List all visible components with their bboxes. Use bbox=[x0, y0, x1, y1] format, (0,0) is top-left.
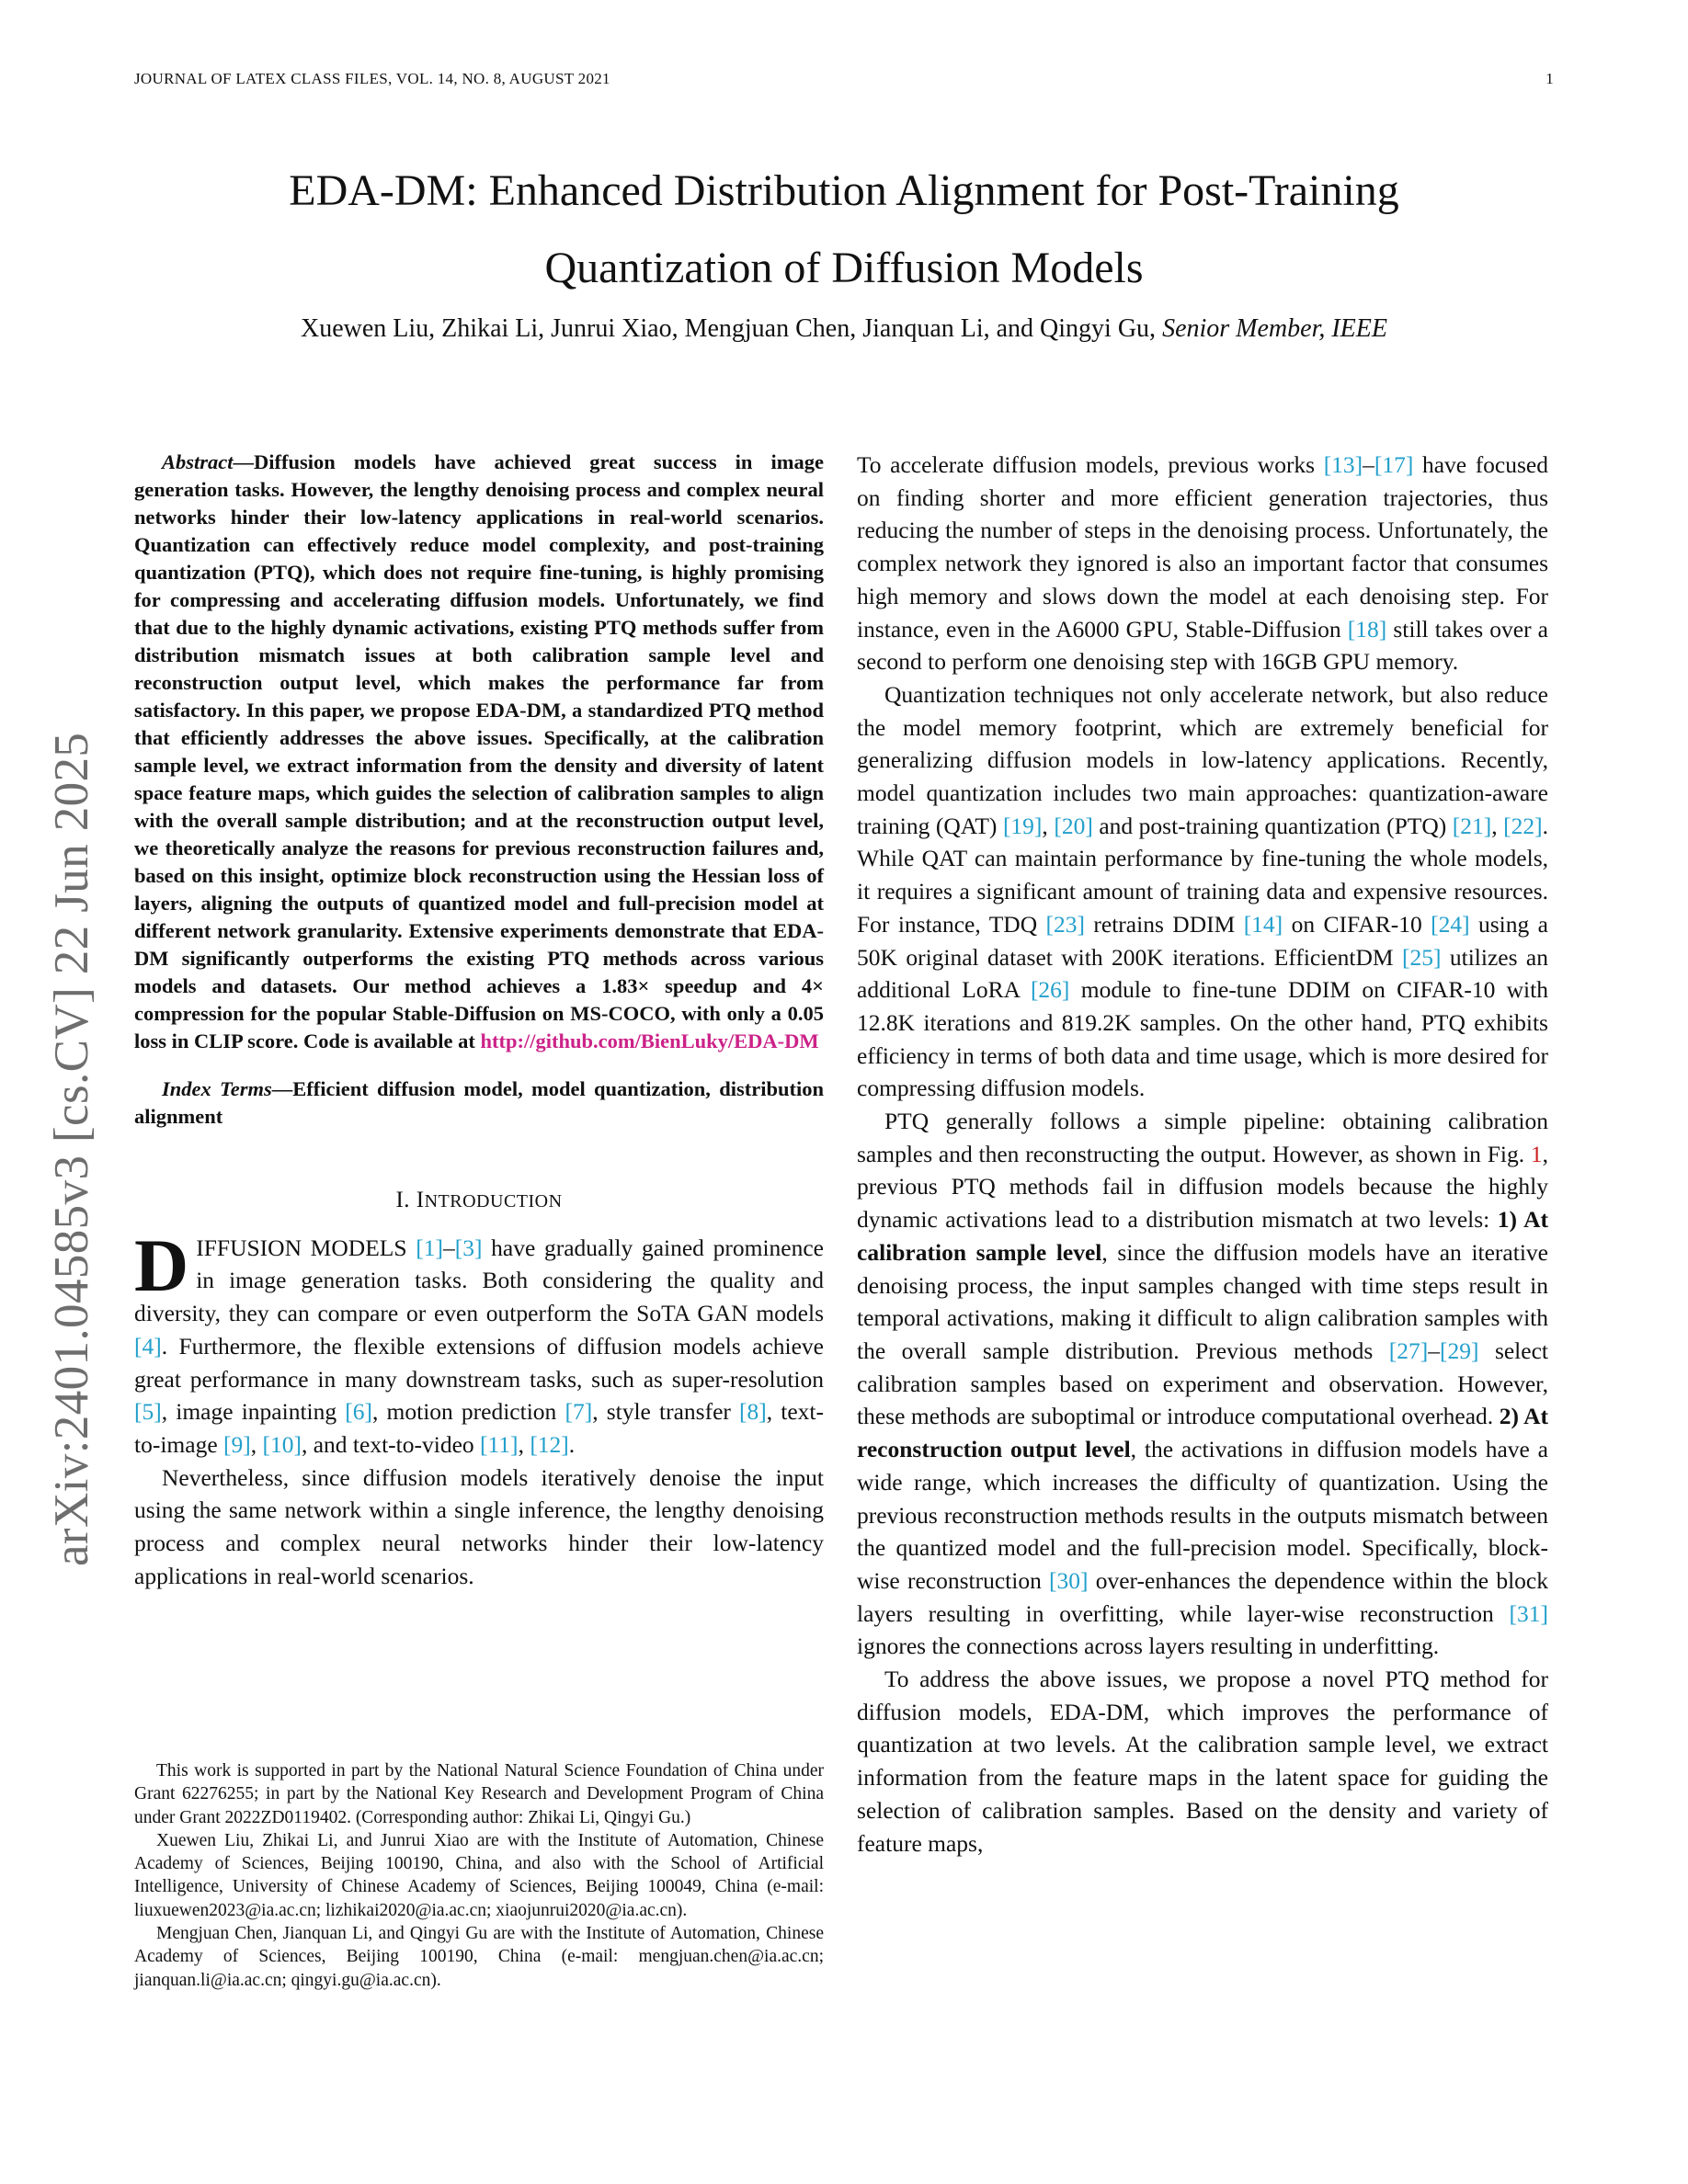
text-run: . Furthermore, the flexible extensions of diffusion models achieve great performance in many downstream tasks, such as super-resolution bbox=[134, 1332, 824, 1393]
text-run: – bbox=[1428, 1337, 1440, 1364]
text-run: , bbox=[1042, 812, 1055, 839]
citation[interactable]: [6] bbox=[345, 1398, 372, 1426]
figure-reference[interactable]: 1 bbox=[1530, 1140, 1543, 1167]
index-terms-text: —Efficient diffusion model, model quantization, distribution alignment bbox=[134, 1077, 825, 1128]
bold-run: 1) At calibration sample level bbox=[857, 1206, 1548, 1266]
text-run: , the activations in diffusion models have a wide range, which increases the difficulty of quantization. Using the previous reconstruction methods results in the outputs mismatch between the quantized model and the full-precision model. Specifically, block-wise reconstruction bbox=[857, 1436, 1548, 1594]
right-paragraph-2 bbox=[857, 678, 1548, 1105]
citation[interactable]: [23] bbox=[1045, 910, 1085, 938]
section-title-first: I bbox=[416, 1188, 425, 1212]
text-run: select calibration samples based on experiment and observation. However, these methods are suboptimal or introduce computational overhead. bbox=[857, 1337, 1548, 1430]
text-run: To accelerate diffusion models, previous works bbox=[857, 451, 1324, 478]
text-run: . bbox=[568, 1430, 576, 1458]
text-run: , and text-to-video bbox=[301, 1430, 481, 1458]
bold-run: 2) At reconstruction output level bbox=[857, 1403, 1548, 1463]
citation[interactable]: [19] bbox=[1002, 812, 1043, 839]
intro-paragraph-2: Nevertheless, since diffusion models iteratively denoise the input using the same network within a single inference, the lengthy denoising process and complex neural networks hinder their low-latency applications in real-world scenarios. bbox=[134, 1463, 824, 1589]
text-run: , bbox=[250, 1430, 263, 1458]
abstract-label: Abstract bbox=[162, 450, 234, 473]
intro-paragraph-1 bbox=[134, 1223, 825, 1462]
section-numeral: I. bbox=[395, 1188, 411, 1212]
text-run: , previous PTQ methods fail in diffusion models because the highly dynamic activations lead to a distribution mismatch at two levels: bbox=[857, 1140, 1548, 1234]
text-run: , style transfer bbox=[592, 1398, 740, 1426]
citation[interactable]: [22] bbox=[1503, 812, 1543, 839]
text-run: using a 50K original dataset with 200K iterations. EfficientDM bbox=[857, 910, 1548, 971]
citation[interactable]: [13] bbox=[1323, 451, 1363, 478]
text-run: Quantization techniques not only accelerate network, but also reduce the model memory footprint, which are extremely beneficial for generalizing diffusion models in low-latency applications. Recently, model quantization includes two main approaches: quantization-aware training (QAT) bbox=[857, 680, 1548, 839]
author-membership: Senior Member, IEEE bbox=[1162, 314, 1387, 343]
footnote-funding: This work is supported in part by the National Natural Science Foundation of China under Grant 62276255; in part by the National Key Research and Development Program of China under Grant 2022ZD0119402. (Corresponding author: Zhikai Li, Qingyi Gu.) bbox=[134, 1761, 824, 1827]
running-head bbox=[134, 70, 1554, 88]
journal-header: JOURNAL OF LATEX CLASS FILES, VOL. 14, NO. 8, AUGUST 2021 bbox=[134, 70, 610, 87]
citation[interactable]: [29] bbox=[1439, 1337, 1479, 1364]
section-heading-introduction bbox=[134, 1184, 824, 1219]
citation[interactable]: [20] bbox=[1054, 812, 1093, 839]
text-run: , since the diffusion models have an iterative denoising process, the input samples changed with time steps result in temporal activations, making it difficult to align calibration samples with the overall sample distribution. Previous methods bbox=[857, 1238, 1548, 1364]
text-run: , bbox=[1491, 812, 1504, 839]
citation[interactable]: [18] bbox=[1347, 615, 1387, 643]
citation[interactable]: [4] bbox=[134, 1332, 162, 1359]
right-paragraph-3 bbox=[857, 1105, 1548, 1663]
citation[interactable]: [7] bbox=[565, 1398, 593, 1426]
citation[interactable]: [12] bbox=[530, 1430, 569, 1458]
text-run: and post-training quantization (PTQ) bbox=[1092, 812, 1453, 839]
footnote-affiliation-2: Mengjuan Chen, Jianquan Li, and Qingyi Gu are with the Institute of Automation, Chinese Academy of Sciences, Beijing 100190, China (e-mail: mengjuan.chen@ia.ac.cn; jianquan.li@ia.ac.cn; qingyi.gu@ia.ac.cn). bbox=[134, 1924, 824, 1990]
citation[interactable]: [3] bbox=[454, 1234, 483, 1261]
left-column bbox=[134, 449, 824, 1592]
author-list bbox=[0, 314, 1688, 344]
abstract bbox=[134, 449, 824, 1055]
index-terms-label: Index Terms bbox=[162, 1077, 272, 1100]
citation[interactable]: [26] bbox=[1030, 976, 1070, 1004]
text-run: still takes over a second to perform one denoising step with 16GB GPU memory. bbox=[857, 615, 1548, 676]
text-run: , image inpainting bbox=[161, 1398, 346, 1426]
arxiv-stamp: arXiv:2401.04585v3 [cs.CV] 22 Jun 2025 bbox=[45, 732, 98, 1566]
section-title-rest: NTRODUCTION bbox=[424, 1191, 563, 1211]
text-run: have gradually gained prominence in image generation tasks. Both considering the quality and diversity, they can compare or even outperform the SoTA GAN models bbox=[134, 1234, 824, 1327]
text-run: have focused on finding shorter and more efficient generation trajectories, thus reducing the number of steps in the denoising process. Unfortunately, the complex network they ignored is also an important factor that consumes high memory and slows down the model at each denoising step. For instance, even in the A6000 GPU, Stable-Diffusion bbox=[857, 451, 1548, 643]
code-link[interactable]: http://github.com/BienLuky/EDA-DM bbox=[480, 1029, 819, 1052]
citation[interactable]: [30] bbox=[1049, 1566, 1089, 1594]
text-run: ignores the connections across layers resulting in underfitting. bbox=[857, 1632, 1440, 1660]
text-run: utilizes an additional LoRA bbox=[857, 943, 1549, 1004]
right-column bbox=[857, 449, 1548, 1860]
abstract-text: —Diffusion models have achieved great success in image generation tasks. However, the lengthy denoising process and complex neural networks hinder their low-latency applications in real-world scenarios. Quantization can effectively reduce model complexity, and post-training quantization (PTQ), which does not require fine-tuning, is highly promising for compressing and accelerating diffusion models. Unfortunately, we find that due to the highly dynamic activations, existing PTQ methods suffer from distribution mismatch issues at both calibration sample level and reconstruction output level, which makes the performance far from satisfactory. In this paper, we propose EDA-DM, a standardized PTQ method that efficiently addresses the above issues. Specifically, at the calibration sample level, we extract information from the density and diversity of latent space feature maps, which guides the selection of calibration samples to align with the overall sample distribution; and at the reconstruction output level, we theoretically analyze the reasons for previous reconstruction failures and, based on this insight, optimize block reconstruction using the Hessian loss of layers, aligning the outputs of quantized model and full-precision model at different network granularity. Extensive experiments demonstrate that EDA-DM significantly outperforms the existing PTQ methods across various models and datasets. Our method achieves a 1.83× speedup and 4× compression for the popular Stable-Diffusion on MS-COCO, with only a 0.05 loss in CLIP score. Code is available at bbox=[134, 450, 824, 1052]
footnotes bbox=[134, 1759, 824, 1992]
citation[interactable]: [25] bbox=[1401, 943, 1442, 971]
text-run: module to fine-tune DDIM on CIFAR-10 with 12.8K iterations and 819.2K samples. On the other hand, PTQ exhibits efficiency in terms of both data and time usage, which is more desired for compressing diffusion models. bbox=[857, 976, 1548, 1102]
citation[interactable]: [27] bbox=[1388, 1337, 1429, 1364]
drop-cap: D bbox=[134, 1223, 189, 1307]
footnote-affiliation-1: Xuewen Liu, Zhikai Li, and Junrui Xiao are with the Institute of Automation, Chinese Academy of Sciences, Beijing 100190, China, and also with the School of Artificial Intelligence, University of Chinese Academy of Sciences, Beijing 100049, China (e-mail: liuxuewen2023@ia.ac.cn; lizhikai2020@ia.ac.cn; xiaojunrui2020@ia.ac.cn). bbox=[134, 1830, 824, 1920]
paper-title bbox=[0, 153, 1688, 307]
page-number: 1 bbox=[1545, 70, 1554, 87]
title-line-1: EDA-DM: Enhanced Distribution Alignment for Post-Training bbox=[289, 166, 1399, 215]
text-run: , motion prediction bbox=[372, 1398, 565, 1426]
citation[interactable]: [8] bbox=[739, 1398, 767, 1426]
text-run: over-enhances the dependence within the block layers resulting in overfitting, while layer-wise reconstruction bbox=[857, 1566, 1548, 1627]
right-paragraph-4: To address the above issues, we propose a novel PTQ method for diffusion models, EDA-DM, which improves the performance of quantization at two levels. At the calibration sample level, we extract information from the feature maps in the latent space for guiding the selection of calibration samples. Based on the density and variety of feature maps, bbox=[857, 1666, 1548, 1857]
citation[interactable]: [17] bbox=[1374, 451, 1414, 478]
citation[interactable]: [14] bbox=[1243, 910, 1283, 938]
text-run: , bbox=[518, 1430, 530, 1458]
right-paragraph-1 bbox=[857, 449, 1548, 678]
text-run: retrains DDIM bbox=[1085, 910, 1244, 938]
citation[interactable]: [9] bbox=[223, 1430, 251, 1458]
text-run: . While QAT can maintain performance by fine-tuning the whole models, it requires a significant amount of training data and expensive resources. For instance, TDQ bbox=[857, 812, 1549, 938]
authors: Xuewen Liu, Zhikai Li, Junrui Xiao, Mengjuan Chen, Jianquan Li, and Qingyi Gu, bbox=[301, 314, 1157, 343]
citation[interactable]: [1] bbox=[416, 1234, 443, 1261]
text-run: – bbox=[442, 1234, 455, 1261]
citation[interactable]: [11] bbox=[480, 1430, 519, 1458]
text-run: PTQ generally follows a simple pipeline: obtaining calibration samples and then reconstructing the output. However, as shown in Fig. bbox=[857, 1108, 1548, 1167]
citation[interactable]: [31] bbox=[1509, 1599, 1548, 1627]
title-line-2: Quantization of Diffusion Models bbox=[544, 244, 1144, 292]
text-run: – bbox=[1363, 451, 1374, 478]
citation[interactable]: [24] bbox=[1431, 910, 1470, 938]
citation[interactable]: [21] bbox=[1452, 812, 1492, 839]
text-run: , text-to-image bbox=[134, 1398, 825, 1458]
index-terms bbox=[134, 1075, 824, 1131]
citation[interactable]: [10] bbox=[262, 1430, 302, 1458]
intro-lead: IFFUSION MODELS bbox=[196, 1234, 407, 1261]
citation[interactable]: [5] bbox=[134, 1398, 162, 1426]
text-run: on CIFAR-10 bbox=[1283, 910, 1431, 938]
